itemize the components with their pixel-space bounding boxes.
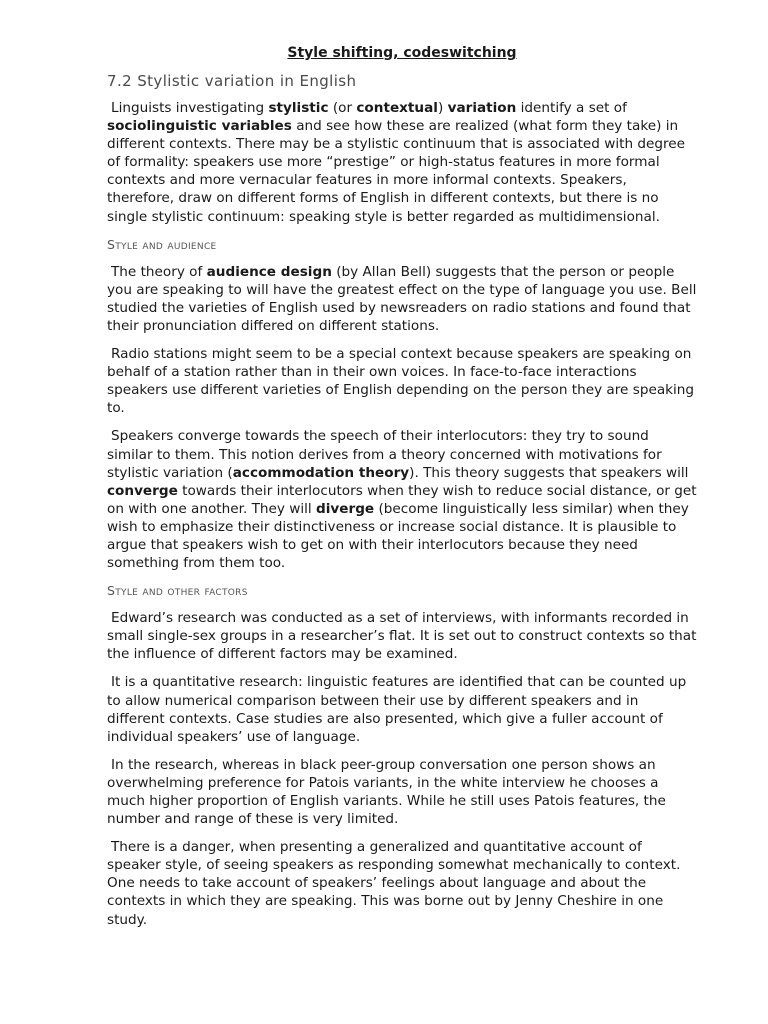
subheading-style-and-other-factors: Style and other factors xyxy=(107,583,248,599)
section-heading: 7.2 Stylistic variation in English xyxy=(107,72,357,90)
other-paragraph-4: There is a danger, when presenting a generalized and quantitative account of speaker style, of seeing speakers as responding somewhat mechanically to context. One needs to take account of speakers’ feelings about language and about the contexts in which they are speaking. This was borne out by Jenny Cheshire in one study. xyxy=(107,839,681,928)
intro-paragraph: Linguists investigating stylistic (or contextual) variation identify a set of sociolinguistic variables and see how these are realized (what form they take) in different contexts. There may be a stylistic continuum that is associated with degree of formality: speakers use more “prestige” or high-status features in more formal contexts and more vernacular features in more informal contexts. Speakers, therefore, draw on different forms of English in different contexts, but there is no single stylistic continuum: speaking style is better regarded as multidimensional. xyxy=(107,100,686,225)
term-variation: variation xyxy=(447,100,517,116)
term-contextual: contextual xyxy=(356,100,438,116)
other-paragraph-3: In the research, whereas in black peer-group conversation one person shows an overwhelming preference for Patois variants, in the white interview he chooses a much higher proportion of English variants. While he still uses Patois features, the number and range of these is very limited. xyxy=(107,756,666,828)
document-title: Style shifting, codeswitching xyxy=(287,45,517,61)
other-paragraph-2: It is a quantitative research: linguistic features are identified that can be counted up to allow numerical comparison between their use by different speakers and in different contexts. Case studies are also presented, which give a fuller account of individual speakers’ use of language. xyxy=(107,674,687,745)
subheading-style-and-audience: Style and audience xyxy=(107,236,217,252)
other-paragraph-1: Edward’s research was conducted as a set of interviews, with informants recorded in small single-sex groups in a researcher’s flat. It is set out to construct contexts so that the influence of different factors may be examined. xyxy=(107,610,697,663)
document-page xyxy=(107,44,697,939)
term-diverge: diverge xyxy=(316,500,375,517)
audience-paragraph-2: Radio stations might seem to be a special context because speakers are speaking on behalf of a station rather than in their own voices. In face-to-face interactions speakers use different varieties of English depending on the person they are speaking to. xyxy=(107,346,695,417)
term-stylistic: stylistic xyxy=(268,100,329,116)
term-accommodation-theory: accommodation theory xyxy=(232,464,410,481)
term-converge: converge xyxy=(107,482,178,499)
term-sociolinguistic-variables: sociolinguistic variables xyxy=(107,118,292,135)
audience-paragraph-1: The theory of audience design (by Allan Bell) suggests that the person or people you are speaking to will have the greatest effect on the type of language you use. Bell studied the varieties of English used by newsreaders on radio stations and found that their pronunciation differed on different stations. xyxy=(107,263,697,334)
audience-paragraph-3: Speakers converge towards the speech of their interlocutors: they try to sound similar to them. This notion derives from a theory concerned with motivations for stylistic variation (accommodation theory). This theory suggests that speakers will converge towards their interlocutors when they wish to reduce social distance, or get on with one another. They will diverge (become linguistically less similar) when they wish to emphasize their distinctiveness or increase social distance. It is plausible to argue that speakers wish to get on with their interlocutors because they need something from them too. xyxy=(107,428,697,572)
term-audience-design: audience design xyxy=(206,263,332,280)
